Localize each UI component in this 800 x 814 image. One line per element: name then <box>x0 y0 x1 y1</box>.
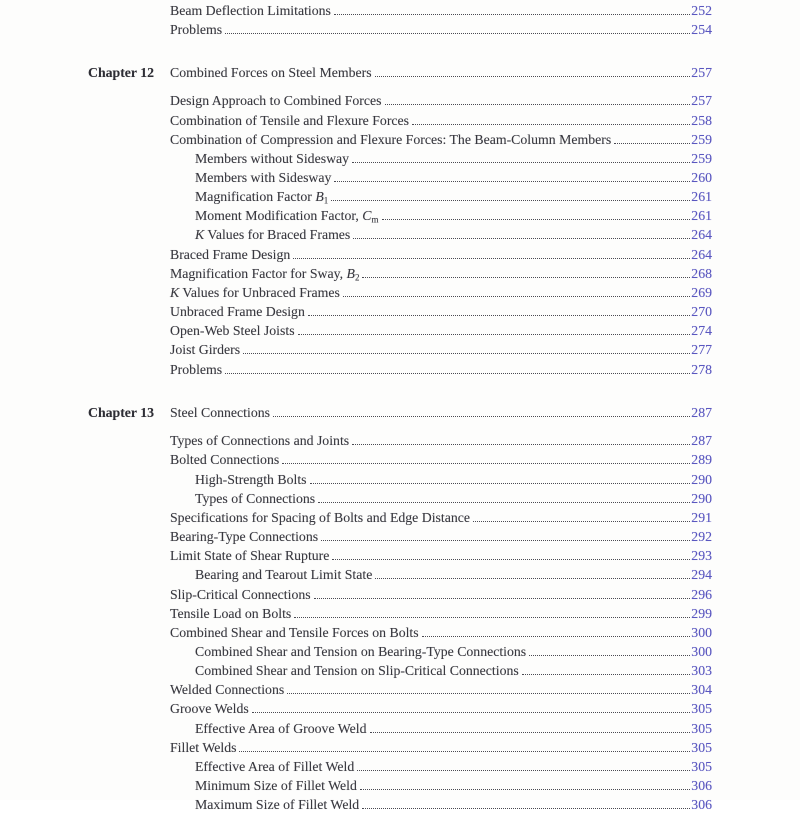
toc-row[interactable] <box>88 489 712 508</box>
toc-row[interactable] <box>88 527 712 546</box>
page-number[interactable]: 260 <box>691 169 712 185</box>
toc-row[interactable] <box>88 360 712 379</box>
dot-leader <box>352 444 690 445</box>
math-variable: C <box>362 208 372 224</box>
page-number[interactable]: 289 <box>691 452 712 468</box>
toc-chapter-row[interactable] <box>88 63 712 82</box>
entry-label: Unbraced Frame Design <box>170 304 305 320</box>
math-variable: B <box>346 265 355 281</box>
toc-row[interactable] <box>88 149 712 168</box>
chapter-label: Chapter 12 <box>88 65 155 81</box>
entry-label: Effective Area of Groove Weld <box>195 720 367 736</box>
dot-leader <box>225 33 690 34</box>
toc-row[interactable] <box>88 225 712 244</box>
toc-row[interactable] <box>88 187 712 206</box>
dot-leader <box>293 258 690 259</box>
dot-leader <box>331 200 690 201</box>
entry-title <box>170 508 470 527</box>
toc-row[interactable] <box>88 91 712 110</box>
page-number[interactable]: 264 <box>691 227 712 243</box>
dot-leader <box>343 296 690 297</box>
page-number[interactable]: 305 <box>691 758 712 774</box>
toc-row[interactable] <box>88 508 712 527</box>
dot-leader <box>308 315 690 316</box>
toc-row[interactable] <box>88 245 712 264</box>
toc-row[interactable] <box>88 111 712 130</box>
entry-label: Braced Frame Design <box>170 246 291 262</box>
dot-leader <box>334 14 690 15</box>
toc-row[interactable] <box>88 321 712 340</box>
page-number[interactable]: 261 <box>691 189 712 205</box>
toc-row[interactable] <box>88 757 712 776</box>
toc-row[interactable] <box>88 680 712 699</box>
entry-label: Limit State of Shear Rupture <box>170 548 330 564</box>
entry-title <box>170 20 222 39</box>
entry-label: Types of Connections and Joints <box>170 433 350 449</box>
math-subscript: m <box>371 214 379 225</box>
entry-title <box>170 546 329 565</box>
dot-leader <box>318 502 690 503</box>
entry-title <box>170 321 295 340</box>
page-number[interactable]: 287 <box>691 405 712 421</box>
dot-leader <box>252 712 691 713</box>
toc-row[interactable] <box>88 546 712 565</box>
page-number[interactable]: 277 <box>691 342 712 358</box>
entry-title <box>195 757 354 776</box>
dot-leader <box>310 483 691 484</box>
entry-label: Groove Welds <box>170 701 249 717</box>
entry-title <box>195 776 357 795</box>
toc-row[interactable] <box>88 130 712 149</box>
entry-label: Bearing-Type Connections <box>170 529 319 545</box>
page-number[interactable]: 305 <box>691 739 712 755</box>
entry-title <box>195 795 359 814</box>
entry-label: Members with Sidesway <box>195 169 332 185</box>
page-number[interactable]: 270 <box>691 304 712 320</box>
entry-label: Problems <box>170 21 223 37</box>
toc-row[interactable] <box>88 661 712 680</box>
dot-leader <box>422 636 691 637</box>
page-number[interactable]: 257 <box>691 65 712 81</box>
entry-label: Combined Shear and Tension on Bearing-Type Connections <box>195 643 527 659</box>
entry-title <box>170 91 382 110</box>
page-number[interactable]: 258 <box>691 112 712 128</box>
chapter-label: Chapter 13 <box>88 405 155 421</box>
dot-leader <box>362 808 690 809</box>
page-number[interactable]: 293 <box>691 548 712 564</box>
entry-title <box>170 1 331 20</box>
toc-row[interactable] <box>88 565 712 584</box>
toc-row[interactable] <box>88 623 712 642</box>
page-number[interactable]: 264 <box>691 246 712 262</box>
chapter-title: Combined Forces on Steel Members <box>170 65 372 81</box>
dot-leader <box>243 353 690 354</box>
toc-row[interactable] <box>88 776 712 795</box>
dot-leader <box>294 617 690 618</box>
entry-label: Members without Sidesway <box>195 150 350 166</box>
entry-title <box>195 168 331 187</box>
entry-label: Magnification Factor for Sway, <box>170 265 347 281</box>
page-number[interactable]: 259 <box>691 150 712 166</box>
entry-title <box>170 340 240 359</box>
page-number[interactable]: 299 <box>691 605 712 621</box>
page-number[interactable]: 252 <box>691 2 712 18</box>
entry-title <box>170 111 409 130</box>
entry-label: Maximum Size of Fillet Weld <box>195 797 360 813</box>
dot-leader <box>522 674 691 675</box>
entry-title <box>195 225 350 244</box>
entry-title <box>170 527 318 546</box>
page-number[interactable]: 269 <box>691 284 712 300</box>
entry-title <box>170 450 279 469</box>
page-number[interactable]: 291 <box>691 509 712 525</box>
entry-label: Bearing and Tearout Limit State <box>195 567 373 583</box>
page-number[interactable]: 300 <box>691 624 712 640</box>
toc-row[interactable] <box>88 168 712 187</box>
dot-leader <box>382 219 691 220</box>
entry-title <box>170 738 236 757</box>
page-number[interactable]: 278 <box>691 361 712 377</box>
toc-row[interactable] <box>88 470 712 489</box>
toc-row[interactable] <box>88 450 712 469</box>
toc-row[interactable] <box>88 302 712 321</box>
dot-leader <box>375 76 691 77</box>
toc-row[interactable] <box>88 264 712 283</box>
dot-leader <box>239 751 690 752</box>
page-number[interactable]: 274 <box>691 323 712 339</box>
entry-label: Values for Unbraced Frames <box>179 284 340 300</box>
entry-title <box>195 719 367 738</box>
toc-row[interactable] <box>88 585 712 604</box>
page-number[interactable]: 292 <box>691 529 712 545</box>
entry-title <box>170 585 311 604</box>
entry-label: Combined Shear and Tensile Forces on Bolts <box>170 624 419 640</box>
entry-title <box>170 431 349 450</box>
toc-row[interactable] <box>88 206 712 225</box>
toc-row[interactable] <box>88 283 712 302</box>
entry-label: Combination of Compression and Flexure Forces: The Beam-Column Members <box>170 131 612 147</box>
entry-label: Tensile Load on Bolts <box>170 605 292 621</box>
math-variable: K <box>170 284 180 300</box>
entry-label: High-Strength Bolts <box>195 471 307 487</box>
entry-label: Slip-Critical Connections <box>170 586 311 602</box>
math-variable: B <box>315 189 324 205</box>
entry-label: Welded Connections <box>170 682 285 698</box>
math-subscript: 2 <box>354 272 360 283</box>
toc-row[interactable] <box>88 719 712 738</box>
dot-leader <box>225 373 690 374</box>
dot-leader <box>273 416 690 417</box>
page-number[interactable]: 296 <box>691 586 712 602</box>
dot-leader <box>412 124 690 125</box>
dot-leader <box>334 181 690 182</box>
page-number[interactable]: 306 <box>691 797 712 813</box>
entry-label: Values for Braced Frames <box>204 227 351 243</box>
dot-leader <box>314 598 691 599</box>
entry-title <box>195 489 315 508</box>
entry-label: Minimum Size of Fillet Weld <box>195 778 357 794</box>
entry-label: Moment Modification Factor, <box>195 208 363 224</box>
dot-leader <box>385 104 691 105</box>
entry-title <box>170 283 340 302</box>
entry-title <box>170 623 419 642</box>
dot-leader <box>370 732 691 733</box>
dot-leader <box>282 463 690 464</box>
page-number[interactable]: 257 <box>691 93 712 109</box>
page-number[interactable]: 254 <box>691 21 712 37</box>
page-number[interactable]: 306 <box>691 778 712 794</box>
entry-title <box>195 149 349 168</box>
math-subscript: 1 <box>323 195 329 206</box>
dot-leader <box>529 655 690 656</box>
page-number[interactable]: 287 <box>691 433 712 449</box>
entry-label: Effective Area of Fillet Weld <box>195 758 355 774</box>
math-variable: K <box>195 227 205 243</box>
page-number[interactable]: 300 <box>691 643 712 659</box>
toc-row[interactable] <box>88 604 712 623</box>
page-number[interactable]: 290 <box>691 471 712 487</box>
dot-leader <box>352 162 690 163</box>
entry-label: Types of Connections <box>195 490 316 506</box>
toc-row[interactable] <box>88 738 712 757</box>
dot-leader <box>298 334 691 335</box>
entry-label: Joist Girders <box>170 342 241 358</box>
entry-title <box>195 470 307 489</box>
page-number[interactable]: 259 <box>691 131 712 147</box>
page-number[interactable]: 294 <box>691 567 712 583</box>
entry-label: Fillet Welds <box>170 739 237 755</box>
entry-label: Beam Deflection Limitations <box>170 2 331 18</box>
entry-title <box>170 130 611 149</box>
page-number[interactable]: 303 <box>691 663 712 679</box>
chapter-title: Steel Connections <box>170 405 271 421</box>
entry-title <box>170 302 305 321</box>
entry-label: Specifications for Spacing of Bolts and Edge Distance <box>170 509 471 525</box>
page-number[interactable]: 305 <box>691 720 712 736</box>
page-number[interactable]: 304 <box>691 682 712 698</box>
dot-leader <box>362 277 690 278</box>
entry-title <box>170 699 249 718</box>
page-number[interactable]: 261 <box>691 208 712 224</box>
entry-label: Bolted Connections <box>170 452 280 468</box>
entry-title <box>170 245 290 264</box>
toc-chapter-row[interactable] <box>88 403 712 422</box>
entry-label: Combination of Tensile and Flexure Forces <box>170 112 410 128</box>
dot-leader <box>357 770 690 771</box>
entry-label: Design Approach to Combined Forces <box>170 93 382 109</box>
entry-title <box>195 565 372 584</box>
entry-label: Open-Web Steel Joists <box>170 323 295 339</box>
dot-leader <box>375 578 690 579</box>
entry-label: Combined Shear and Tension on Slip-Critical Connections <box>195 663 519 679</box>
toc-row[interactable] <box>88 795 712 814</box>
toc-row[interactable] <box>88 1 712 20</box>
toc-row[interactable] <box>88 699 712 718</box>
entry-title <box>195 661 519 680</box>
toc-row[interactable] <box>88 642 712 661</box>
dot-leader <box>321 540 690 541</box>
toc-row[interactable] <box>88 20 712 39</box>
dot-leader <box>332 559 690 560</box>
dot-leader <box>473 521 690 522</box>
page-number[interactable]: 305 <box>691 701 712 717</box>
entry-title <box>195 642 526 661</box>
toc-row[interactable] <box>88 340 712 359</box>
toc-row[interactable] <box>88 431 712 450</box>
dot-leader <box>360 789 690 790</box>
entry-label: Problems <box>170 361 223 377</box>
entry-title <box>170 680 284 699</box>
entry-title <box>170 360 222 379</box>
entry-label: Magnification Factor <box>195 189 316 205</box>
entry-title <box>170 604 291 623</box>
dot-leader <box>287 693 690 694</box>
dot-leader <box>353 238 690 239</box>
page-number[interactable]: 268 <box>691 265 712 281</box>
dot-leader <box>614 143 690 144</box>
page-number[interactable]: 290 <box>691 490 712 506</box>
